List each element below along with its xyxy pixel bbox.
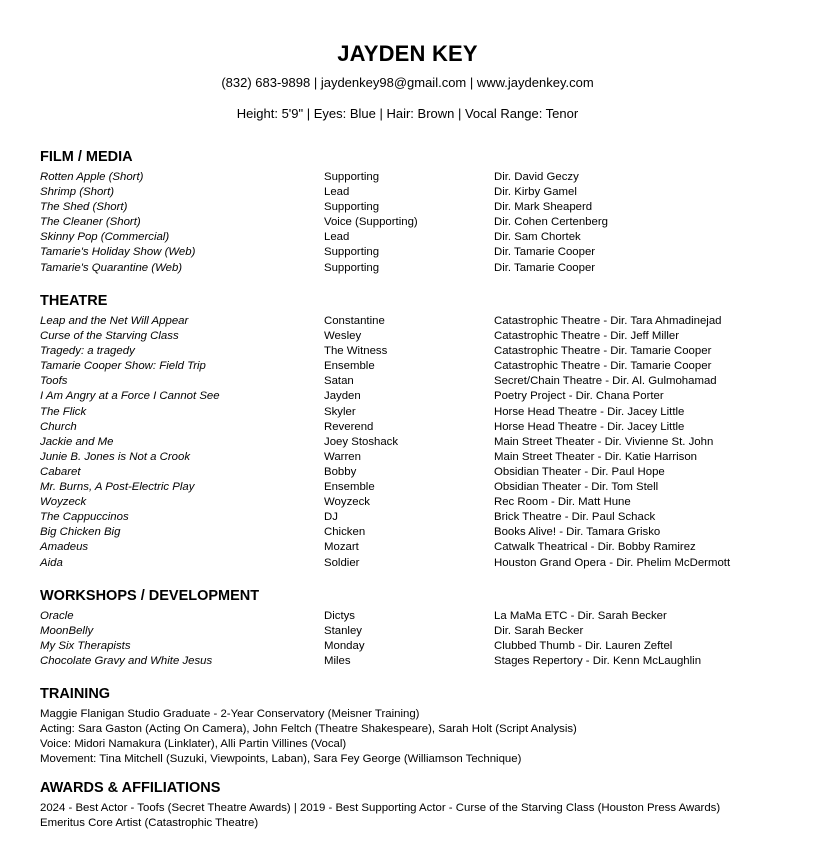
credit-role: Miles [324,655,351,668]
credit-row [40,314,780,329]
credit-role: Reverend [324,420,374,433]
credit-role: Ensemble [324,360,375,373]
credit-title: Tragedy: a tragedy [40,345,135,358]
credit-company: La MaMa ETC - Dir. Sarah Becker [494,610,667,622]
credit-row [40,639,780,654]
credit-row [40,465,780,480]
credit-company: Horse Head Theatre - Dir. Jacey Little [494,405,685,418]
credit-title: Curse of the Starving Class [40,330,179,343]
credit-row [40,170,780,185]
credit-row [40,389,780,404]
text-lines [40,707,780,767]
credit-role: Lead [324,231,350,244]
text-line: Voice: Midori Namakura (Linklater), Alli Partin Villines (Vocal) [40,738,347,751]
credit-role: Dictys [324,610,356,622]
credit-company: Secret/Chain Theatre - Dir. Al. Gulmohamad [494,375,717,388]
credit-role: Soldier [324,556,360,569]
credit-title: Woyzeck [40,496,87,509]
credit-company: Dir. Sam Chortek [494,231,581,244]
credit-role: Jayden [324,390,361,403]
credit-role: Lead [324,186,350,199]
credit-company: Dir. David Geczy [494,171,579,183]
credit-role: Stanley [324,625,362,638]
credit-company: Poetry Project - Dir. Chana Porter [494,390,664,403]
credit-row [40,405,780,420]
credit-company: Dir. Mark Sheaperd [494,201,593,214]
credit-title: My Six Therapists [40,640,131,653]
credit-row [40,480,780,495]
credit-company: Dir. Sarah Becker [494,625,584,638]
credit-title: MoonBelly [40,625,94,638]
credit-row [40,245,780,260]
credit-company: Catastrophic Theatre - Dir. Jeff Miller [494,330,680,343]
credit-role: Monday [324,640,365,653]
credit-row [40,215,780,230]
credit-company: Brick Theatre - Dir. Paul Schack [494,511,656,524]
credit-list [40,609,780,669]
text-line: 2024 - Best Actor - Toofs (Secret Theatre Awards) | 2019 - Best Supporting Actor - Curse of the Starving Class (Houston Press Awards) [40,802,721,814]
credit-row [40,495,780,510]
credit-title: Amadeus [40,541,89,554]
physical-stats: Height: 5'9" | Eyes: Blue | Hair: Brown | Vocal Range: Tenor [236,106,579,121]
credit-role: Supporting [324,171,380,183]
training-section [40,685,780,767]
credit-role: Supporting [324,201,380,214]
credit-row [40,609,780,624]
credit-row [40,420,780,435]
credit-role: Wesley [324,330,362,343]
credit-role: The Witness [324,345,388,358]
credit-role: Bobby [324,465,357,478]
credit-company: Clubbed Thumb - Dir. Lauren Zeftel [494,640,673,653]
contact-info: (832) 683-9898 | jaydenkey98@gmail.com | www.jaydenkey.com [221,75,594,90]
credit-title: Junie B. Jones is Not a Crook [40,450,191,463]
text-line: Maggie Flanigan Studio Graduate - 2-Year Conservatory (Meisner Training) [40,708,420,720]
text-line: Acting: Sara Gaston (Acting On Camera), John Feltch (Theatre Shakespeare), Sarah Holt (Script Analysis) [40,723,577,736]
credit-role: Mozart [324,541,359,554]
film-media-section [40,148,780,276]
text-line: Movement: Tina Mitchell (Suzuki, Viewpoints, Laban), Sara Fey George (Williamson Technique) [40,753,522,766]
credit-company: Catastrophic Theatre - Dir. Tara Ahmadinejad [494,315,722,327]
credit-company: Catastrophic Theatre - Dir. Tamarie Cooper [494,360,712,373]
workshops-section [40,587,780,669]
credit-company: Stages Repertory - Dir. Kenn McLaughlin [494,655,702,668]
credit-role: Supporting [324,261,380,274]
credit-role: Voice (Supporting) [324,216,418,229]
credit-company: Main Street Theater - Dir. Katie Harrison [494,450,698,463]
credit-title: Toofs [40,375,68,388]
credit-role: Woyzeck [324,496,370,509]
credit-title: Jackie and Me [40,435,114,448]
credit-company: Dir. Tamarie Cooper [494,246,596,259]
actor-name: JAYDEN KEY [337,41,478,66]
credit-title: Leap and the Net Will Appear [40,315,189,327]
credit-list [40,314,780,571]
credit-title: The Cappuccinos [40,511,129,524]
credit-title: The Flick [40,405,87,418]
credit-row [40,525,780,540]
credit-company: Horse Head Theatre - Dir. Jacey Little [494,420,685,433]
credit-row [40,230,780,245]
credit-row [40,374,780,389]
credit-title: Aida [40,556,63,569]
credit-title: Cabaret [40,465,81,478]
credit-role: Ensemble [324,481,375,494]
credit-title: Mr. Burns, A Post-Electric Play [40,481,195,494]
section-heading: THEATRE [40,293,108,309]
credit-role: Constantine [324,315,385,327]
credit-row [40,329,780,344]
credit-title: Tamarie's Quarantine (Web) [40,261,183,274]
credit-company: Main Street Theater - Dir. Vivienne St. John [494,435,714,448]
credit-role: DJ [324,511,338,524]
section-heading: AWARDS & AFFILIATIONS [40,780,221,796]
credit-list [40,170,780,276]
credit-title: The Shed (Short) [40,201,128,214]
credit-row [40,556,780,571]
credit-title: Big Chicken Big [40,526,121,539]
text-lines [40,801,780,831]
credit-role: Joey Stoshack [324,435,399,448]
credit-company: Dir. Tamarie Cooper [494,261,596,274]
credit-row [40,654,780,669]
credit-title: I Am Angry at a Force I Cannot See [40,390,220,403]
credit-row [40,510,780,525]
credit-company: Houston Grand Opera - Dir. Phelim McDermott [494,556,731,569]
credit-title: Skinny Pop (Commercial) [40,231,170,244]
credit-company: Dir. Kirby Gamel [494,186,577,199]
credit-role: Satan [324,375,354,388]
credit-row [40,540,780,555]
credit-row [40,185,780,200]
section-heading: WORKSHOPS / DEVELOPMENT [40,588,260,604]
credit-role: Skyler [324,405,356,418]
credit-row [40,344,780,359]
credit-row [40,200,780,215]
credit-title: Chocolate Gravy and White Jesus [40,655,213,668]
section-heading: FILM / MEDIA [40,149,133,165]
awards-section [40,779,780,831]
credit-title: Tamarie Cooper Show: Field Trip [40,360,206,373]
credit-title: The Cleaner (Short) [40,216,141,229]
credit-title: Tamarie's Holiday Show (Web) [40,246,196,259]
credit-title: Oracle [40,610,74,622]
credit-row [40,624,780,639]
credit-company: Rec Room - Dir. Matt Hune [494,496,631,509]
credit-company: Catastrophic Theatre - Dir. Tamarie Cooper [494,345,712,358]
credit-role: Chicken [324,526,366,539]
credit-role: Supporting [324,246,380,259]
credit-row [40,435,780,450]
credit-title: Shrimp (Short) [40,186,115,199]
text-line: Emeritus Core Artist (Catastrophic Theatre) [40,817,259,830]
theatre-section [40,292,780,571]
credit-row [40,359,780,374]
credit-title: Church [40,420,77,433]
credit-company: Obsidian Theater - Dir. Tom Stell [494,481,659,494]
credit-company: Books Alive! - Dir. Tamara Grisko [494,526,661,539]
credit-title: Rotten Apple (Short) [40,171,144,183]
credit-company: Obsidian Theater - Dir. Paul Hope [494,465,665,478]
credit-company: Dir. Cohen Certenberg [494,216,608,229]
credit-role: Warren [324,450,361,463]
credit-company: Catwalk Theatrical - Dir. Bobby Ramirez [494,541,696,554]
section-heading: TRAINING [40,686,111,702]
credit-row [40,450,780,465]
credit-row [40,261,780,276]
